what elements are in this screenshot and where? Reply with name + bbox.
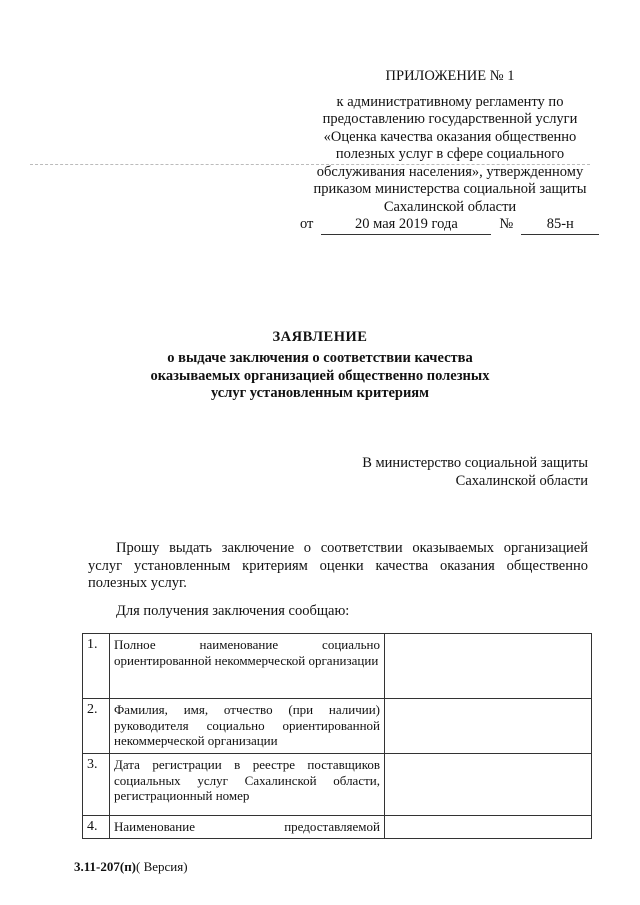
from-label: от: [300, 216, 314, 232]
subtitle-line: о выдаче заключения о соответствии качества: [167, 350, 473, 366]
document-code: 3.11-207(п): [74, 859, 137, 874]
row-number: 4.: [83, 816, 110, 839]
number-label: №: [499, 216, 514, 232]
appendix-line: полезных услуг в сфере социального: [335, 146, 565, 162]
appendix-line: предоставлению государственной услуги: [322, 111, 578, 127]
row-value-field[interactable]: [385, 754, 592, 816]
lead-paragraph: Для получения заключения сообщаю:: [116, 603, 350, 619]
approval-date: 20 мая 2019 года: [321, 216, 491, 235]
row-value-field[interactable]: [385, 816, 592, 839]
row-value-field[interactable]: [385, 699, 592, 754]
table-row: [83, 634, 592, 699]
approval-number: 85-н: [521, 216, 599, 235]
subtitle-line: услуг установленным критериям: [210, 385, 430, 401]
addressee-line: В министерство социальной защиты: [362, 455, 588, 471]
row-label: [110, 816, 385, 839]
row-label: Дата регистрации в реестре поставщиков социальных услуг Сахалинской области, регистрационный номер: [110, 754, 385, 816]
subtitle-line: оказываемых организацией общественно полезных: [150, 367, 490, 384]
row-label: Фамилия, имя, отчество (при наличии) руководителя социально ориентированной некоммерческой организации: [110, 699, 385, 754]
row-number: 1.: [83, 634, 110, 699]
approval-row: [300, 216, 600, 235]
row-value-field[interactable]: [385, 634, 592, 699]
document-footer: [74, 859, 188, 875]
addressee: [362, 454, 588, 490]
appendix-line: к административному регламенту по: [336, 93, 564, 110]
appendix-line: Сахалинской области: [383, 198, 517, 215]
application-form-table: [82, 633, 592, 839]
table-row: [83, 699, 592, 754]
document-title: ЗАЯВЛЕНИЕ: [272, 329, 368, 345]
row-number: 2.: [83, 699, 110, 754]
table-row: [83, 816, 592, 839]
appendix-line: обслуживания населения», утвержденному: [316, 163, 584, 180]
appendix-line: «Оценка качества оказания общественно: [323, 128, 577, 145]
appendix-header: [300, 68, 600, 235]
appendix-line: приказом министерства социальной защиты: [313, 181, 587, 197]
row-label-text: Наименование предоставляемой: [114, 819, 380, 834]
document-subtitle: [0, 350, 640, 403]
row-number: 3.: [83, 754, 110, 816]
table-row: [83, 754, 592, 816]
appendix-title: ПРИЛОЖЕНИЕ № 1: [385, 68, 515, 84]
addressee-line: Сахалинской области: [455, 473, 588, 489]
request-paragraph: Прошу выдать заключение о соответствии оказываемых организацией услуг установленным критериям оценки качества оказания общественно полезных услуг.: [88, 540, 588, 591]
scan-artifact-line: [30, 164, 590, 165]
row-label: Полное наименование социально ориентированной некоммерческой организации: [110, 634, 385, 699]
document-version: ( Версия): [136, 859, 188, 874]
